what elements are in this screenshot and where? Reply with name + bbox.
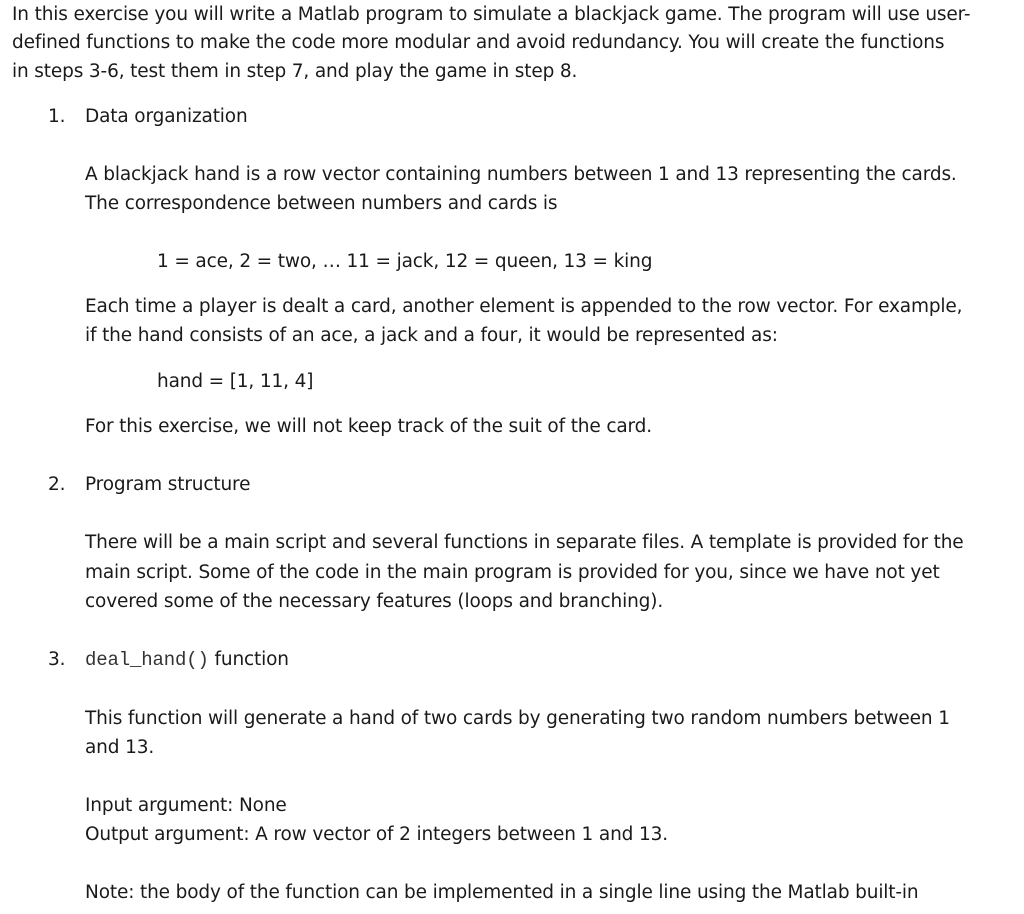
section-3-title-suffix: function bbox=[208, 649, 289, 670]
section-1-title: Data organization bbox=[85, 106, 248, 127]
section-3-number: 3. bbox=[48, 649, 66, 670]
section-2-title: Program structure bbox=[85, 474, 251, 495]
input-argument: Input argument: None bbox=[85, 795, 287, 816]
intro-line-3: in steps 3-6, test them in step 7, and play the game in step 8. bbox=[12, 61, 578, 82]
intro-line-2: defined functions to make the code more modular and avoid redundancy. You will create the functions bbox=[12, 32, 945, 53]
section-2-number: 2. bbox=[48, 474, 66, 495]
section-3-para-line-2: and 13. bbox=[85, 737, 155, 758]
section-3-note: Note: the body of the function can be implemented in a single line using the Matlab built-in bbox=[85, 882, 919, 903]
section-2-para-line-1: There will be a main script and several functions in separate files. A template is provided for the bbox=[85, 532, 964, 553]
section-2-para-line-3: covered some of the necessary features (loops and branching). bbox=[85, 591, 664, 612]
section-1-para-1-line-2: The correspondence between numbers and cards is bbox=[85, 193, 558, 214]
section-1-para-1-line-1: A blackjack hand is a row vector containing numbers between 1 and 13 representing the cards. bbox=[85, 164, 957, 185]
section-3-title bbox=[85, 645, 289, 675]
section-1-para-3: For this exercise, we will not keep track of the suit of the card. bbox=[85, 416, 652, 437]
card-mapping: 1 = ace, 2 = two, … 11 = jack, 12 = queen, 13 = king bbox=[157, 251, 653, 272]
section-1-para-2-line-1: Each time a player is dealt a card, another element is appended to the row vector. For example, bbox=[85, 296, 963, 317]
output-argument: Output argument: A row vector of 2 integers between 1 and 13. bbox=[85, 824, 668, 845]
section-2-para-line-2: main script. Some of the code in the main program is provided for you, since we have not yet bbox=[85, 562, 940, 583]
function-name-code: deal_hand() bbox=[85, 649, 209, 671]
section-1-number: 1. bbox=[48, 106, 66, 127]
section-1-para-2-line-2: if the hand consists of an ace, a jack and a four, it would be represented as: bbox=[85, 325, 778, 346]
intro-line-1: In this exercise you will write a Matlab program to simulate a blackjack game. The program will use user- bbox=[12, 4, 971, 25]
hand-example: hand = [1, 11, 4] bbox=[157, 371, 314, 392]
section-3-para-line-1: This function will generate a hand of two cards by generating two random numbers between 1 bbox=[85, 708, 950, 729]
